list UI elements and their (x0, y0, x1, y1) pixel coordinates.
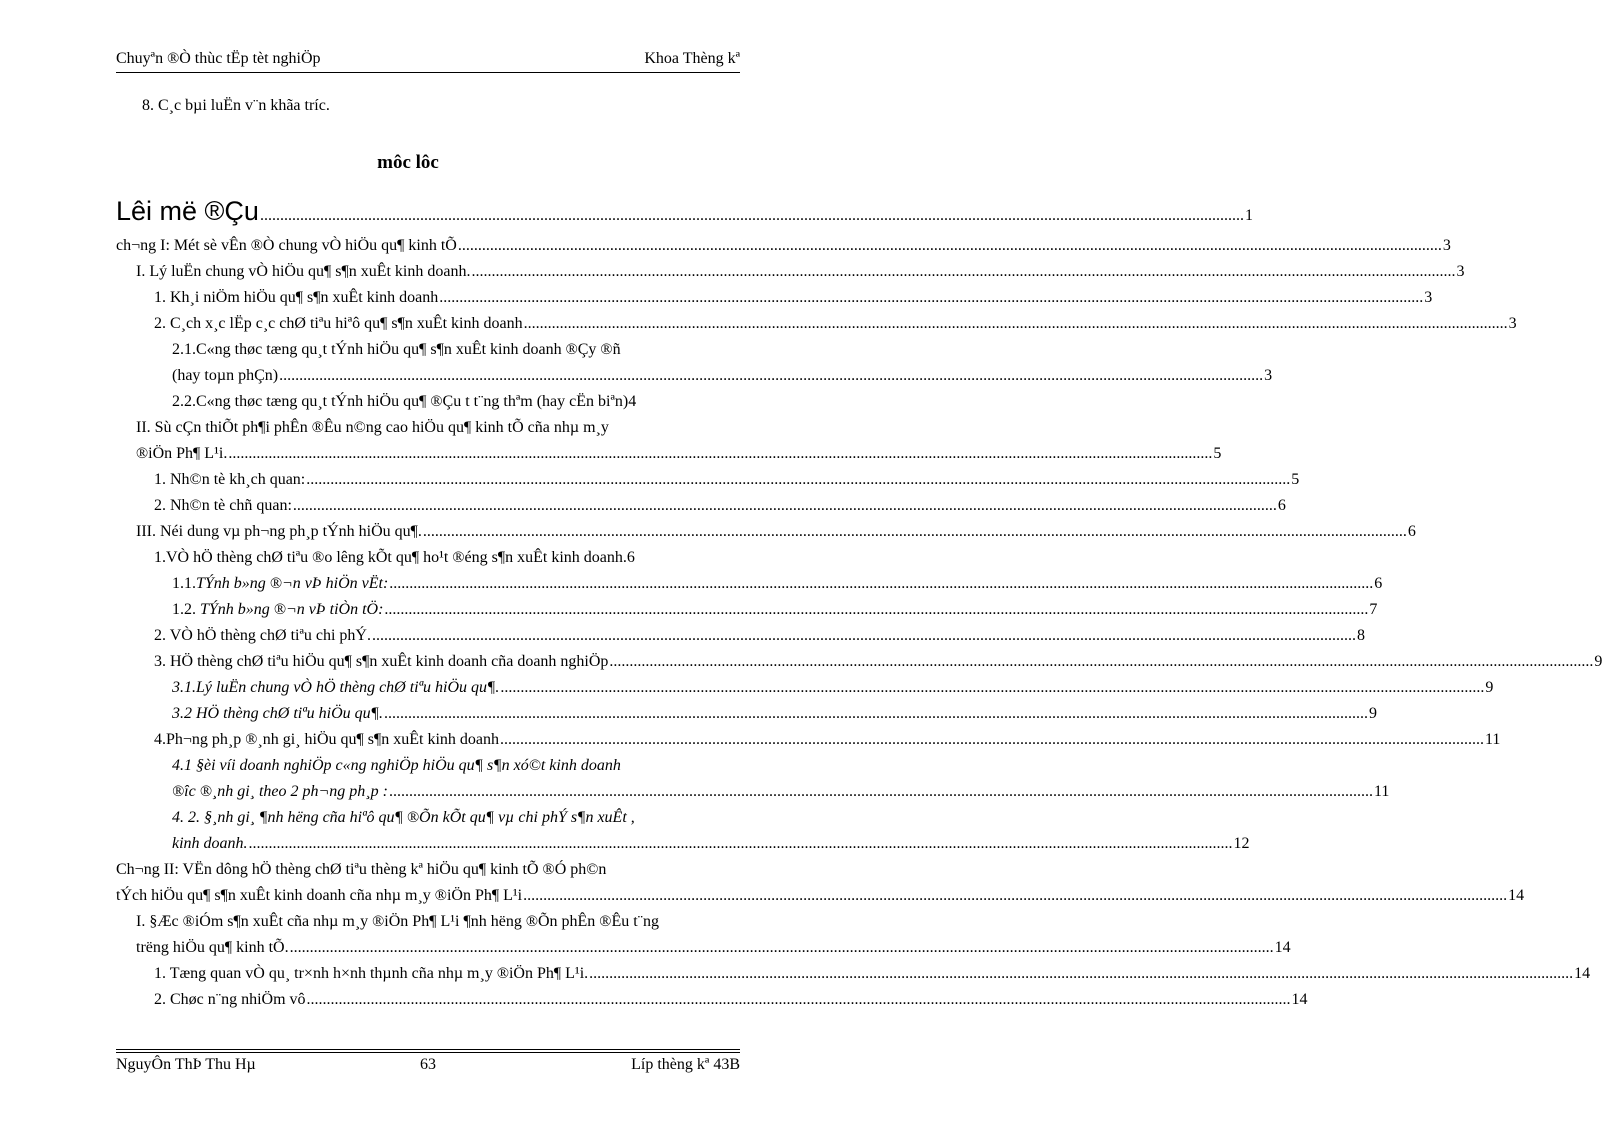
toc-entry-page: 9 (1594, 653, 1602, 670)
toc-entry-page: 3 (1264, 367, 1273, 384)
toc-leader (307, 991, 1291, 1009)
toc-entry-title: 1. Nh©n tè kh¸ch quan: (154, 471, 306, 488)
page-number: 63 (420, 1056, 436, 1073)
toc-entry[interactable] (116, 237, 1451, 255)
header-department: Khoa Thèng kª (644, 50, 740, 67)
toc-entry-page: 5 (1291, 471, 1300, 488)
toc-entry-title: 3. HÖ thèng chØ tiªu hiÖu qu¶ s¶n xuÊt kinh doanh cña doanh nghiÖp (154, 653, 609, 670)
toc-entry[interactable] (116, 445, 1222, 463)
toc-entry-page: 3 (1442, 237, 1451, 254)
toc-entry-title: tÝch hiÖu qu¶ s¶n xuÊt kinh doanh cña nhµ m¸y ®iÖn Ph¶ L¹i (116, 887, 523, 904)
toc-entry-title: 2. Chøc n¨ng nhiÖm vô (154, 991, 306, 1008)
toc-entry-title: kinh doanh. (172, 835, 248, 852)
toc-entry-page: 3 (1424, 289, 1433, 306)
toc-entry-line: 4. 2. §¸nh gi¸ ¶nh hëng cña hiªô qu¶ ®Õn kÕt qu¶ vµ chi phÝ s¶n xuÊt , (172, 809, 635, 826)
toc-entry-title: 3.2 HÖ thèng chØ tiªu hiÖu qu¶. (172, 705, 383, 722)
toc-entry-title: 1. Tæng quan vÒ qu¸ tr×nh h×nh thµnh cña nhµ m¸y ®iÖn Ph¶ L¹i. (154, 965, 589, 982)
toc-entry-page: 14 (1274, 939, 1291, 956)
toc-entry-page: 8 (1356, 627, 1365, 644)
toc-leader (609, 653, 1593, 671)
toc-entry[interactable] (116, 835, 1250, 853)
toc-entry-page: 6 (1374, 575, 1383, 592)
page-header (116, 48, 740, 72)
page-footer (116, 1056, 740, 1078)
toc-title: môc lôc (377, 152, 439, 173)
toc-entry[interactable] (116, 783, 1390, 801)
toc-entry-title: 1. Kh¸i niÖm hiÖu qu¶ s¶n xuÊt kinh doanh (154, 289, 439, 306)
toc-entry-page: 14 (1291, 991, 1308, 1008)
toc-leader (524, 315, 1508, 333)
toc-entry-page: 6 (626, 549, 635, 566)
toc-leader (471, 263, 1455, 281)
toc-entry-title: III. Néi dung vµ ph¬ng ph¸p tÝnh hiÖu qu¶. (136, 523, 422, 540)
toc-leader (384, 601, 1368, 619)
footer-author: NguyÔn ThÞ Thu Hµ (116, 1056, 256, 1073)
toc-leader (423, 523, 1407, 541)
reference-item: 8. C¸c bµi luËn v¨n khãa tríc. (142, 97, 330, 114)
toc-leader (293, 497, 1277, 515)
toc-entry-page: 6 (1407, 523, 1416, 540)
toc-entry-title: (hay toµn phÇn) (172, 367, 279, 384)
toc-entry[interactable] (116, 523, 1416, 541)
toc-entry[interactable] (116, 601, 1378, 619)
footer-rule (116, 1049, 740, 1050)
toc-entry[interactable] (116, 627, 1365, 645)
toc-leader (228, 445, 1212, 463)
toc-entry-page: 12 (1233, 835, 1250, 852)
toc-entry-page: 3 (1456, 263, 1465, 280)
toc-entry-title: 3.1.Lý luËn chung vÒ hÖ thèng chØ tiªu hiÖu qu¶. (172, 679, 500, 696)
toc-entry-page: 11 (1485, 731, 1501, 748)
toc-entry[interactable] (116, 965, 1591, 983)
toc-entry-title: 2. C¸ch x¸c lËp c¸c chØ tiªu hiªô qu¶ s¶n xuÊt kinh doanh (154, 315, 523, 332)
toc-entry[interactable] (116, 471, 1300, 489)
toc-entry-page: 9 (1485, 679, 1494, 696)
toc-entry-line: 4.1 §èi víi doanh nghiÖp c«ng nghiÖp hiÖu qu¶ s¶n xó©t kinh doanh (172, 757, 621, 774)
toc-leader (249, 835, 1233, 853)
toc-entry[interactable] (116, 196, 1253, 227)
toc-entry-title: TÝnh b»ng ®¬n vÞ hiÖn vËt: (196, 575, 389, 592)
toc-leader (372, 627, 1356, 645)
toc-leader (458, 237, 1442, 255)
toc-entry-line: II. Sù cÇn thiÕt ph¶i phÊn ®Êu n©ng cao hiÖu qu¶ kinh tÕ cña nhµ m¸y (136, 419, 609, 436)
toc-leader (306, 471, 1290, 489)
toc-entry-title: 1.VÒ hÖ thèng chØ tiªu ®o lêng kÕt qu¶ ho¹t ®éng s¶n xuÊt kinh doanh. (154, 549, 627, 566)
toc-leader (523, 887, 1507, 905)
toc-leader (389, 575, 1373, 593)
toc-entry-title: I. Lý luËn chung vÒ hiÖu qu¶ s¶n xuÊt kinh doanh. (136, 263, 471, 280)
toc-entry-title: TÝnh b»ng ®¬n vÞ tiÒn tÖ: (200, 601, 384, 618)
toc-entry-page: 4 (628, 393, 637, 410)
toc-entry[interactable] (116, 991, 1308, 1009)
toc-entry[interactable] (116, 653, 1602, 671)
toc-leader (279, 367, 1263, 385)
toc-entry-line: 2.1.C«ng thøc tæng qu¸t tÝnh hiÖu qu¶ s¶n xuÊt kinh doanh ®Çy ®ñ (172, 341, 621, 358)
toc-leader (260, 207, 1244, 225)
toc-entry-page: 14 (1574, 965, 1591, 982)
toc-entry[interactable] (116, 549, 738, 567)
toc-entry-page: 9 (1368, 705, 1377, 722)
toc-entry[interactable] (116, 289, 1433, 307)
footer-rule (116, 1052, 740, 1053)
toc-leader (439, 289, 1423, 307)
toc-entry[interactable] (116, 367, 1273, 385)
toc-entry-page: 11 (1373, 783, 1390, 800)
toc-entry-page: 14 (1508, 887, 1525, 904)
footer-class: Líp thèng kª 43B (631, 1056, 740, 1073)
toc-leader (589, 965, 1573, 983)
toc-entry-title: Lêi më ®Çu (116, 196, 259, 226)
toc-entry-title: ch¬ng I: Mét sè vÊn ®Ò chung vÒ hiÖu qu¶ kinh tÕ (116, 237, 457, 254)
toc-leader (389, 783, 1373, 801)
toc-entry[interactable] (116, 939, 1291, 957)
toc-entry-number: 1.2. (172, 601, 196, 618)
toc-entry[interactable] (116, 887, 1525, 905)
toc-entry-page: 3 (1508, 315, 1517, 332)
toc-entry[interactable] (116, 705, 1377, 723)
toc-entry-line: I. §Æc ®iÓm s¶n xuÊt cña nhµ m¸y ®iÖn Ph¶ L¹i ¶nh hëng ®Õn phÊn ®Êu t¨ng (136, 913, 660, 930)
toc-entry[interactable] (116, 315, 1517, 333)
toc-leader (500, 679, 1484, 697)
toc-entry[interactable] (116, 731, 1501, 749)
toc-leader (500, 731, 1484, 749)
toc-entry-title: 2. VÒ hÖ thèng chØ tiªu chi phÝ. (154, 627, 371, 644)
toc-entry[interactable] (116, 575, 1383, 593)
toc-leader (384, 705, 1368, 723)
header-title: Chuyªn ®Ò thùc tËp tèt nghiÖp (116, 50, 321, 67)
toc-entry-title: trëng hiÖu qu¶ kinh tÕ. (136, 939, 289, 956)
toc-entry[interactable] (116, 679, 1494, 697)
toc-entry-page: 7 (1369, 601, 1378, 618)
toc-entry[interactable] (116, 393, 738, 411)
header-rule (116, 72, 740, 73)
toc-entry-page: 5 (1213, 445, 1222, 462)
toc-entry-title: 2.2.C«ng thøc tæng qu¸t tÝnh hiÖu qu¶ ®Çu t t¨ng thªm (hay cËn biªn) (172, 393, 629, 410)
toc-entry-page: 6 (1277, 497, 1286, 514)
toc-entry[interactable] (116, 263, 1465, 281)
toc-entry-title: 2. Nh©n tè chñ quan: (154, 497, 292, 514)
toc-entry-title: ®iÖn Ph¶ L¹i. (136, 445, 228, 462)
toc-entry-title: ®îc ®¸nh gi¸ theo 2 ph¬ng ph¸p : (172, 783, 388, 800)
toc-entry-page: 1 (1244, 207, 1253, 224)
toc-entry-line: Ch¬ng II: VËn dông hÖ thèng chØ tiªu thèng kª hiÖu qu¶ kinh tÕ ®Ó ph©n (116, 861, 607, 878)
toc-entry[interactable] (116, 497, 1286, 515)
toc-leader (290, 939, 1274, 957)
toc-entry-title: 4.Ph¬ng ph¸p ®¸nh gi¸ hiÖu qu¶ s¶n xuÊt kinh doanh (154, 731, 499, 748)
toc-entry-number: 1.1. (172, 575, 196, 592)
